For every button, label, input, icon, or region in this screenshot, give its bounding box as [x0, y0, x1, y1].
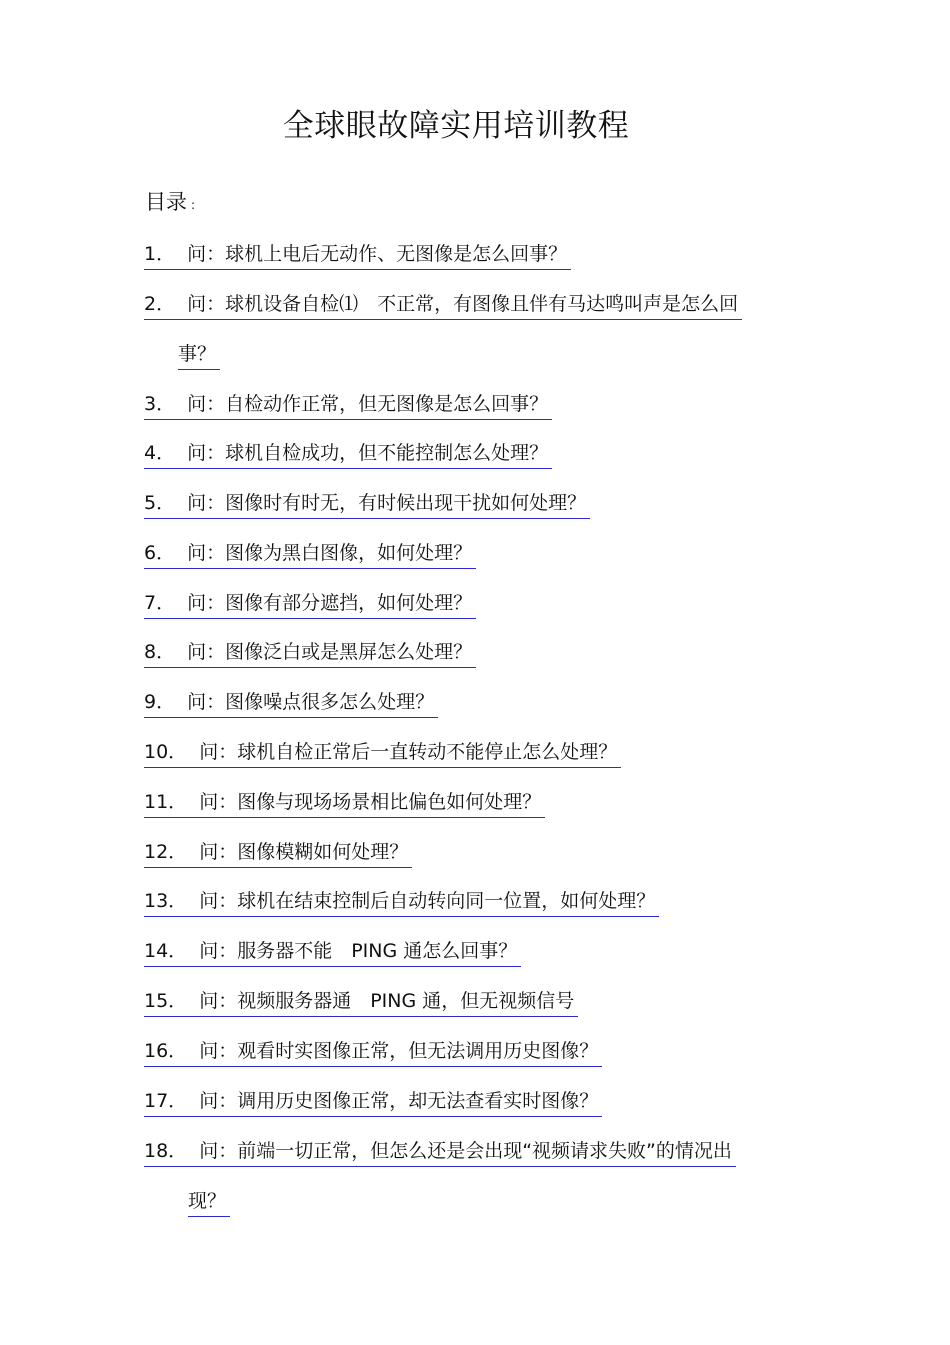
toc-item-9[interactable]	[144, 687, 438, 718]
toc-item-2-continued[interactable]	[178, 339, 220, 370]
toc-item-18-continued[interactable]	[188, 1186, 230, 1217]
toc-item-text: 问：调用历史图像正常，却无法查看实时图像？	[199, 1090, 599, 1112]
toc-item-number: 3．	[144, 393, 176, 415]
toc-item-number: 7．	[144, 592, 176, 614]
toc-item-text: 问：图像有部分遮挡，如何处理？	[187, 592, 473, 614]
toc-item-text: 问：图像为黑白图像，如何处理？	[187, 542, 473, 564]
toc-item-number: 5．	[144, 492, 176, 514]
toc-item-6[interactable]	[144, 538, 476, 569]
toc-item-text: 事？	[178, 343, 217, 365]
toc-item-5[interactable]	[144, 488, 590, 519]
toc-item-text: 问：球机在结束控制后自动转向同一位置，如何处理？	[199, 890, 656, 912]
toc-item-number: 14．	[144, 940, 188, 962]
toc-heading-text: 目录	[145, 190, 187, 214]
toc-item-text: 问：图像时有时无，有时候出现干扰如何处理？	[187, 492, 587, 514]
toc-item-2[interactable]	[144, 289, 742, 320]
toc-item-number: 6．	[144, 542, 176, 564]
toc-item-number: 8．	[144, 641, 176, 663]
toc-item-12[interactable]	[144, 837, 412, 868]
toc-heading-colon: :	[191, 198, 196, 212]
toc-item-number: 15．	[144, 990, 188, 1012]
toc-item-number: 10．	[144, 741, 188, 763]
toc-item-text: 问：图像模糊如何处理？	[199, 841, 409, 863]
toc-item-text: 问：自检动作正常，但无图像是怎么回事？	[187, 393, 549, 415]
toc-item-15[interactable]	[144, 986, 578, 1017]
toc-item-number: 4．	[144, 442, 176, 464]
toc-item-11[interactable]	[144, 787, 545, 818]
toc-item-text: 问：前端一切正常，但怎么还是会出现“视频请求失败”的情况出	[199, 1140, 732, 1162]
toc-item-text: 问：球机自检成功，但不能控制怎么处理？	[187, 442, 549, 464]
toc-item-text: 问：图像泛白或是黑屏怎么处理？	[187, 641, 473, 663]
toc-item-number: 11．	[144, 791, 188, 813]
toc-item-text: 问：图像噪点很多怎么处理？	[187, 691, 435, 713]
toc-item-3[interactable]	[144, 389, 552, 420]
toc-item-16[interactable]	[144, 1036, 602, 1067]
toc-item-text: 问：服务器不能 PING 通怎么回事？	[199, 940, 518, 962]
toc-item-4[interactable]	[144, 438, 552, 469]
toc-item-13[interactable]	[144, 886, 659, 917]
toc-item-text: 问：球机设备自检⑴ 不正常，有图像且伴有马达鸣叫声是怎么回	[187, 293, 739, 315]
toc-item-17[interactable]	[144, 1086, 602, 1117]
toc-item-number: 16．	[144, 1040, 188, 1062]
toc-item-10[interactable]	[144, 737, 621, 768]
toc-item-text: 问：图像与现场场景相比偏色如何处理？	[199, 791, 542, 813]
document-title: 全球眼故障实用培训教程	[282, 108, 630, 144]
toc-heading	[145, 186, 195, 216]
toc-item-1[interactable]	[144, 239, 571, 270]
toc-item-text: 问：观看时实图像正常，但无法调用历史图像？	[199, 1040, 599, 1062]
toc-item-number: 1．	[144, 243, 176, 265]
toc-item-8[interactable]	[144, 637, 476, 668]
toc-item-number: 2．	[144, 293, 176, 315]
toc-item-number: 17．	[144, 1090, 188, 1112]
toc-item-number: 9．	[144, 691, 176, 713]
toc-item-text: 现？	[188, 1190, 227, 1212]
toc-item-text: 问：球机自检正常后一直转动不能停止怎么处理？	[199, 741, 618, 763]
toc-item-number: 12．	[144, 841, 188, 863]
toc-item-number: 18．	[144, 1140, 188, 1162]
toc-item-7[interactable]	[144, 588, 476, 619]
toc-item-18[interactable]	[144, 1136, 736, 1167]
toc-item-text: 问：视频服务器通 PING 通，但无视频信号	[199, 990, 575, 1012]
toc-item-number: 13．	[144, 890, 188, 912]
toc-item-text: 问：球机上电后无动作、无图像是怎么回事？	[187, 243, 568, 265]
toc-item-14[interactable]	[144, 936, 521, 967]
